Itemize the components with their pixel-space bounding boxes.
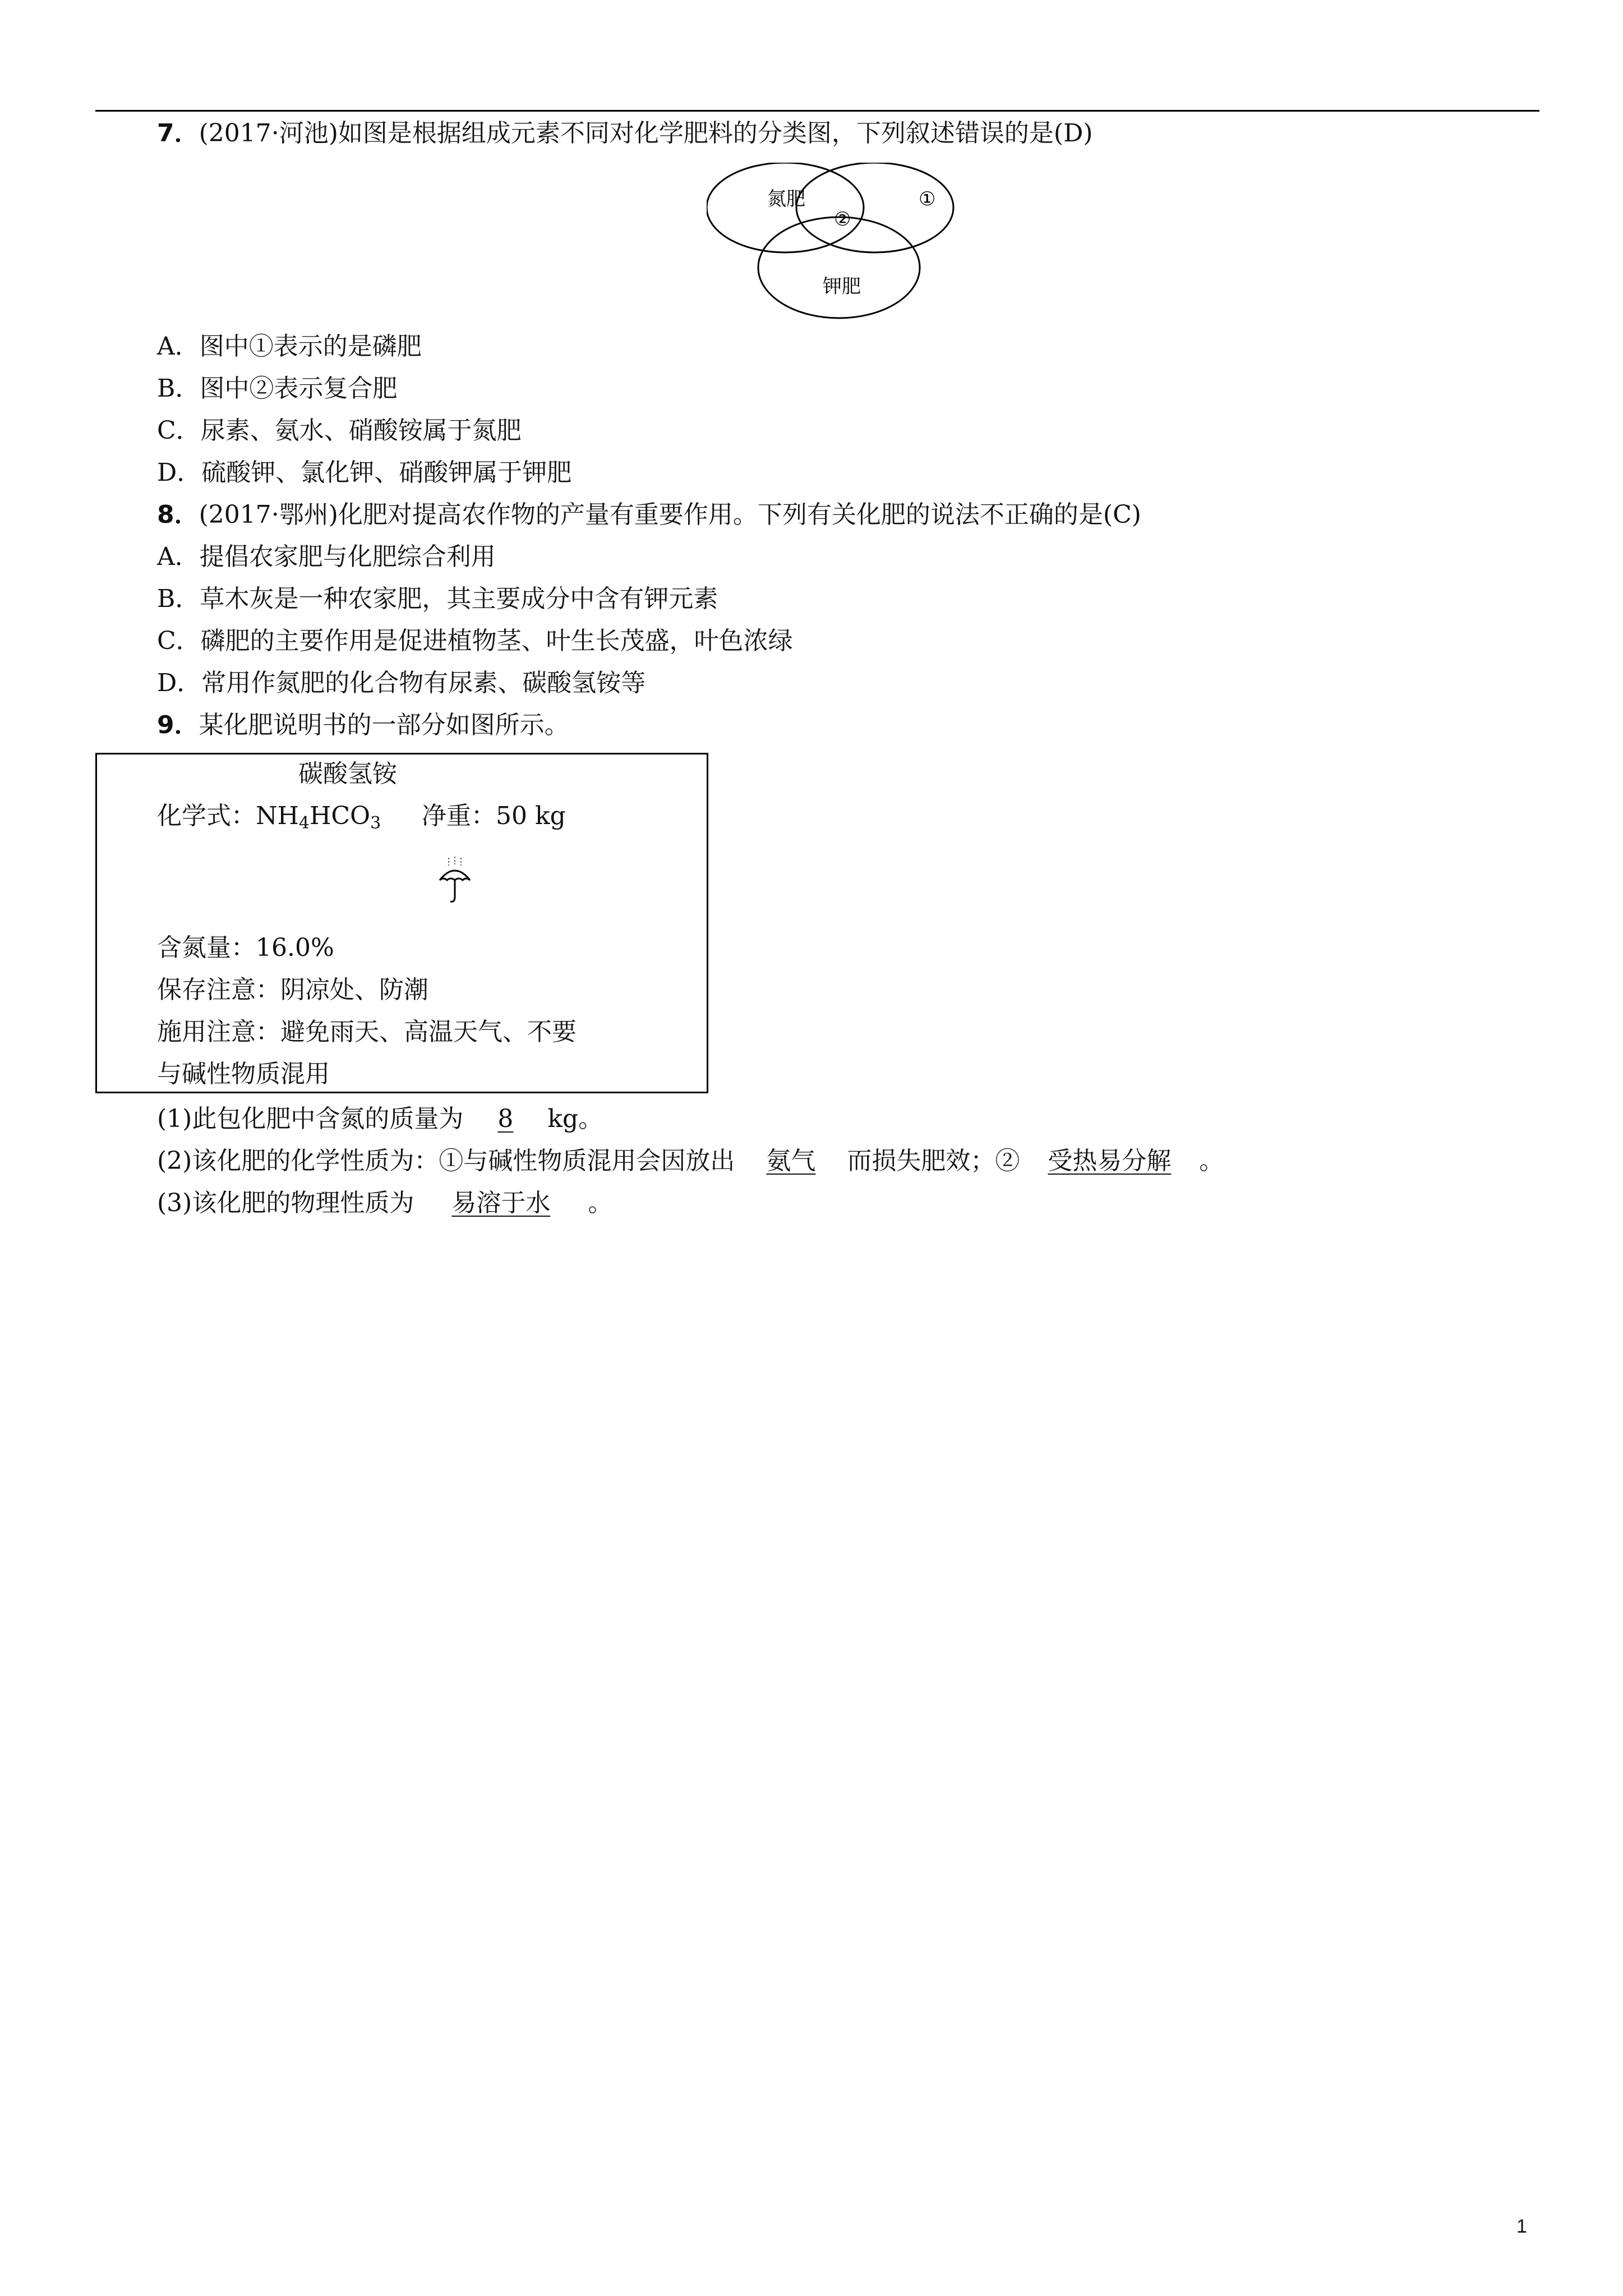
q7-text: (2017·河池)如图是根据组成元素不同对化学肥料的分类图，下列叙述错误的是(D) xyxy=(199,119,1093,148)
fertilizer-venn-diagram xyxy=(707,163,987,331)
q9-sub3-suffix: 。 xyxy=(588,1189,613,1217)
q9-text: 某化肥说明书的一部分如图所示。 xyxy=(199,711,569,739)
q8-text: (2017·鄂州)化肥对提高农作物的产量有重要作用。下列有关化肥的说法不正确的是(C) xyxy=(199,500,1141,529)
q8-option-b: B．草木灰是一种农家肥，其主要成分中含有钾元素 xyxy=(157,585,718,613)
label-formula-hco: HCO xyxy=(309,802,371,830)
venn-label-nitrogen: 氮肥 xyxy=(767,188,805,210)
q8-option-d: D．常用作氮肥的化合物有尿素、碳酸氢铵等 xyxy=(157,669,646,697)
q9-sub1-answer: 8 xyxy=(497,1105,514,1133)
q8-number: 8． xyxy=(157,500,199,529)
q8-option-a: A．提倡农家肥与化肥综合利用 xyxy=(157,542,496,571)
venn-label-potassium: 钾肥 xyxy=(823,275,861,298)
label-formula-sub3: 3 xyxy=(370,813,381,833)
q7-option-c: C．尿素、氨水、硝酸铵属于氮肥 xyxy=(157,416,522,445)
q9-sub1-prefix: (1)此包化肥中含氮的质量为 xyxy=(157,1105,464,1133)
q9-sub3-answer: 易溶于水 xyxy=(451,1189,551,1217)
q9-sub2-answer2: 受热易分解 xyxy=(1048,1147,1172,1175)
q7-option-a: A．图中①表示的是磷肥 xyxy=(157,332,422,361)
q9-sub1 xyxy=(157,1102,603,1136)
label-title: 碳酸氢铵 xyxy=(298,760,397,788)
label-usage-note-line1: 施用注意：避免雨天、高温天气、不要 xyxy=(157,1018,577,1046)
q8-option-c: C．磷肥的主要作用是促进植物茎、叶生长茂盛，叶色浓绿 xyxy=(157,627,793,655)
q9-stem xyxy=(157,708,569,742)
q9-number: 9． xyxy=(157,711,199,739)
q7-option-b: B．图中②表示复合肥 xyxy=(157,374,398,403)
label-formula-caption: 化学式： xyxy=(157,802,256,830)
header-rule xyxy=(95,110,1539,112)
q9-sub2-suffix: 。 xyxy=(1199,1147,1224,1175)
venn-label-set-1: ① xyxy=(919,188,936,210)
q9-sub2 xyxy=(157,1144,1224,1178)
label-net-weight: 净重：50 kg xyxy=(422,802,566,830)
venn-label-center-2: ② xyxy=(834,208,851,231)
label-storage-note: 保存注意：阴凉处、防潮 xyxy=(157,976,428,1004)
q7-stem xyxy=(157,117,1093,150)
page-number: 1 xyxy=(1516,2216,1527,2237)
label-usage-note-line2: 与碱性物质混用 xyxy=(157,1060,330,1088)
q9-sub3-prefix: (3)该化肥的物理性质为 xyxy=(157,1189,414,1217)
label-formula-sub4: 4 xyxy=(298,813,310,833)
q9-sub2-middle: 而损失肥效；② xyxy=(847,1147,1020,1175)
q7-number: 7． xyxy=(157,119,199,148)
venn-circle-potassium xyxy=(758,217,920,318)
q9-sub2-prefix: (2)该化肥的化学性质为：①与碱性物质混用会因放出 xyxy=(157,1147,735,1175)
q8-stem xyxy=(157,498,1141,532)
label-formula-nh: NH xyxy=(256,802,299,830)
q7-option-d: D．硫酸钾、氯化钾、硝酸钾属于钾肥 xyxy=(157,458,572,487)
q9-sub3 xyxy=(157,1186,612,1220)
label-nitrogen-content: 含氮量：16.0% xyxy=(157,933,334,962)
umbrella-rain-icon xyxy=(436,855,476,906)
q9-sub1-suffix: kg。 xyxy=(547,1105,603,1133)
label-formula-row xyxy=(157,799,381,836)
q9-sub2-answer1: 氨气 xyxy=(766,1147,816,1175)
